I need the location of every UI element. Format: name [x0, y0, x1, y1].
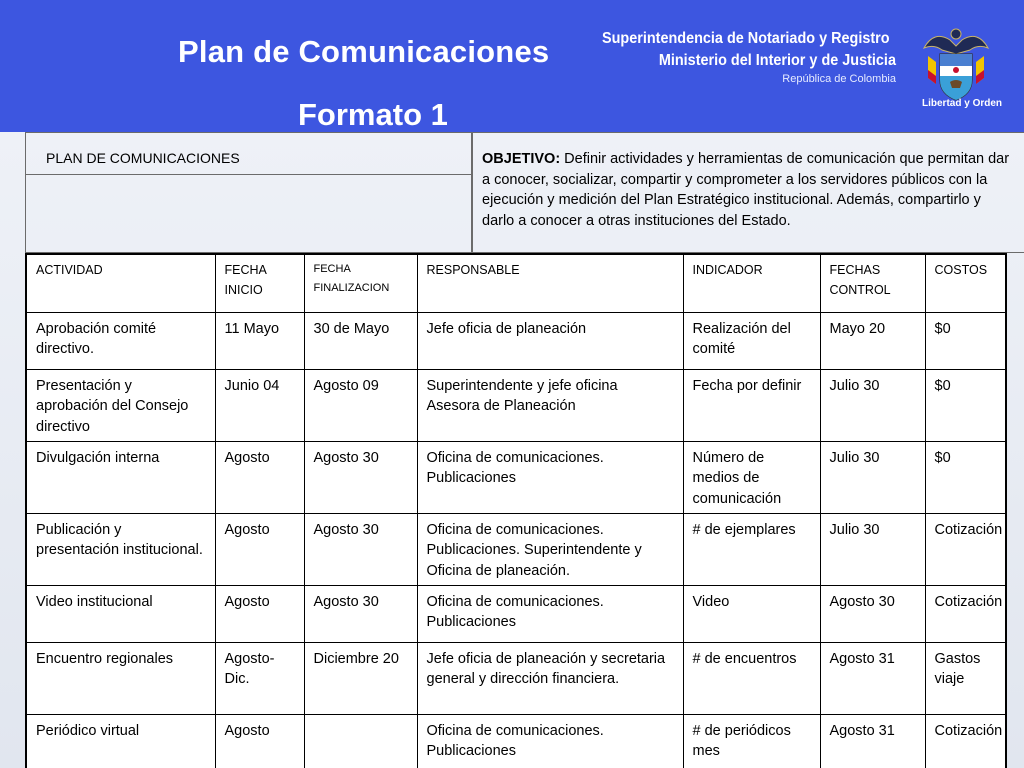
cell-responsable: Oficina de comunicaciones. Publicaciones	[417, 714, 683, 768]
plan-box-divider	[26, 174, 471, 175]
cell-fechas-control: Julio 30	[820, 441, 925, 513]
cell-fecha-inicio: Agosto	[215, 714, 304, 768]
cell-costos: $0	[925, 441, 1006, 513]
activities-table	[25, 253, 1007, 768]
cell-fecha-inicio: Agosto	[215, 441, 304, 513]
cell-responsable: Oficina de comunicaciones. Publicaciones	[417, 585, 683, 642]
cell-actividad: Aprobación comité directivo.	[26, 312, 215, 369]
cell-fecha-finalizacion: Diciembre 20	[304, 642, 417, 714]
column-header-fecha-finalizacion: FECHA FINALIZACION	[304, 254, 417, 312]
table-row	[26, 312, 1006, 369]
cell-actividad: Video institucional	[26, 585, 215, 642]
cell-fecha-finalizacion: Agosto 09	[304, 369, 417, 441]
cell-fecha-finalizacion: Agosto 30	[304, 441, 417, 513]
org-name: Superintendencia de Notariado y Registro	[602, 30, 890, 47]
cell-responsable: Superintendente y jefe oficina Asesora de Planeación	[417, 369, 683, 441]
cell-indicador: # de ejemplares	[683, 513, 820, 585]
objective-box	[472, 132, 1024, 253]
cell-responsable: Jefe oficia de planeación y secretaria general y dirección financiera.	[417, 642, 683, 714]
cell-indicador: # de periódicos mes	[683, 714, 820, 768]
plan-box	[25, 132, 472, 253]
cell-indicador: Fecha por definir	[683, 369, 820, 441]
table-row	[26, 585, 1006, 642]
cell-fechas-control: Agosto 31	[820, 714, 925, 768]
country-name: República de Colombia	[782, 73, 896, 85]
cell-fecha-finalizacion	[304, 714, 417, 768]
cell-fechas-control: Agosto 31	[820, 642, 925, 714]
column-header-responsable: RESPONSABLE	[417, 254, 683, 312]
cell-fechas-control: Mayo 20	[820, 312, 925, 369]
table-row	[26, 642, 1006, 714]
cell-indicador: Video	[683, 585, 820, 642]
cell-responsable: Oficina de comunicaciones. Publicaciones. Superintendente y Oficina de planeación.	[417, 513, 683, 585]
cell-indicador: # de encuentros	[683, 642, 820, 714]
cell-costos: Cotización	[925, 513, 1006, 585]
cell-actividad: Presentación y aprobación del Consejo directivo	[26, 369, 215, 441]
cell-costos: Cotización	[925, 585, 1006, 642]
motto-text: Libertad y Orden	[922, 98, 1003, 109]
cell-indicador: Realización del comité	[683, 312, 820, 369]
cell-fecha-finalizacion: Agosto 30	[304, 513, 417, 585]
objective-label: OBJETIVO:	[482, 151, 561, 167]
cell-fechas-control: Julio 30	[820, 513, 925, 585]
cell-responsable: Oficina de comunicaciones. Publicaciones	[417, 441, 683, 513]
table-row	[26, 714, 1006, 768]
table-row	[26, 441, 1006, 513]
cell-costos: Gastos viaje	[925, 642, 1006, 714]
cell-responsable: Jefe oficia de planeación	[417, 312, 683, 369]
plan-box-title: PLAN DE COMUNICACIONES	[46, 150, 240, 166]
table-header-row	[26, 254, 1006, 312]
cell-fecha-inicio: Agosto	[215, 513, 304, 585]
cell-fecha-inicio: Agosto	[215, 585, 304, 642]
column-header-actividad: ACTIVIDAD	[26, 254, 215, 312]
cell-fecha-finalizacion: 30 de Mayo	[304, 312, 417, 369]
cell-costos: Cotización	[925, 714, 1006, 768]
column-header-fechas-control: FECHAS CONTROL	[820, 254, 925, 312]
cell-fecha-inicio: Agosto-Dic.	[215, 642, 304, 714]
ministry-name: Ministerio del Interior y de Justicia	[658, 52, 896, 69]
cell-costos: $0	[925, 312, 1006, 369]
cell-actividad: Publicación y presentación institucional.	[26, 513, 215, 585]
table-row	[26, 513, 1006, 585]
cell-actividad: Periódico virtual	[26, 714, 215, 768]
cell-actividad: Divulgación interna	[26, 441, 215, 513]
header-band	[0, 0, 1024, 132]
cell-fecha-inicio: Junio 04	[215, 369, 304, 441]
cell-actividad: Encuentro regionales	[26, 642, 215, 714]
column-header-costos: COSTOS	[925, 254, 1006, 312]
cell-indicador: Número de medios de comunicación	[683, 441, 820, 513]
cell-costos: $0	[925, 369, 1006, 441]
table-row	[26, 369, 1006, 441]
objective-text: Definir actividades y herramientas de comunicación que permitan dar a conocer, socializar, compartir y comprometer a los servidores públicos con la ejecución y medición del Plan Estratégico institucional. Además, compartirlo y darlo a conocer a otras instituciones del Estado.	[482, 151, 1010, 229]
cell-fecha-finalizacion: Agosto 30	[304, 585, 417, 642]
cell-fechas-control: Julio 30	[820, 369, 925, 441]
cell-fechas-control: Agosto 30	[820, 585, 925, 642]
column-header-fecha-inicio: FECHA INICIO	[215, 254, 304, 312]
slide-subtitle: Formato 1	[298, 97, 448, 132]
column-header-indicador: INDICADOR	[683, 254, 820, 312]
cell-fecha-inicio: 11 Mayo	[215, 312, 304, 369]
slide-title: Plan de Comunicaciones	[178, 34, 550, 69]
